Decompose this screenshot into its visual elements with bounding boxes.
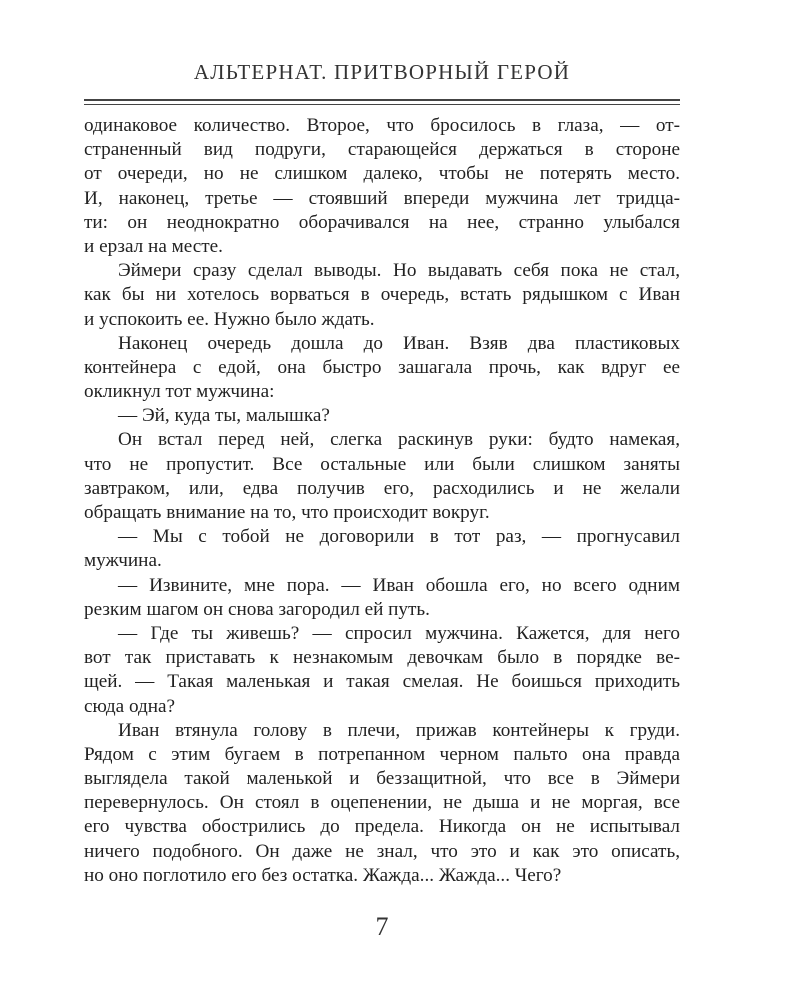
text-line: Иван втянула голову в плечи, прижав контейнеры к груди. bbox=[118, 719, 680, 741]
text-line: одинаковое количество. Второе, что бросилось в глаза, — от- bbox=[84, 115, 680, 136]
text-line: Он встал перед ней, слегка раскинув руки: будто намекая, bbox=[118, 429, 680, 451]
text-line: ничего подобного. Он даже не знал, что это и как это описать, bbox=[84, 840, 680, 862]
text-line: Эймери сразу сделал выводы. Но выдавать себя пока не стал, bbox=[118, 260, 680, 282]
text-line: выглядела такой маленькой и беззащитной, что все в Эймери bbox=[84, 768, 680, 790]
text-line: окликнул тот мужчина: bbox=[84, 381, 275, 403]
text-line: — Где ты живешь? — спросил мужчина. Кажется, для него bbox=[118, 622, 680, 644]
body-text bbox=[84, 114, 680, 888]
text-line: И, наконец, третье — стоявший впереди мужчина лет тридца- bbox=[84, 187, 680, 209]
text-line: Наконец очередь дошла до Иван. Взяв два пластиковых bbox=[118, 332, 680, 354]
text-line: и успокоить ее. Нужно было ждать. bbox=[84, 308, 375, 330]
text-line: обращать внимание на то, что происходит вокруг. bbox=[84, 502, 490, 523]
text-line: ти: он неоднократно оборачивался на нее, странно улыбался bbox=[84, 211, 680, 233]
text-line: мужчина. bbox=[84, 550, 162, 572]
text-line: как бы ни хотелось ворваться в очередь, встать рядышком с Иван bbox=[84, 284, 680, 306]
text-line: и ерзал на месте. bbox=[84, 235, 223, 257]
text-line: Рядом с этим бугаем в потрепанном черном пальто она правда bbox=[84, 743, 680, 765]
text-line: резким шагом он снова загородил ей путь. bbox=[84, 598, 430, 620]
text-line: что не пропустит. Все остальные или были слишком заняты bbox=[84, 453, 680, 475]
text-line: завтраком, или, едва получив его, расходились и не желали bbox=[84, 477, 680, 499]
header-rule-thick bbox=[84, 99, 680, 101]
text-line: от очереди, но не слишком далеко, чтобы не потерять место. bbox=[84, 163, 680, 185]
text-line: перевернулось. Он стоял в оцепенении, не дыша и не моргая, все bbox=[84, 792, 680, 814]
header-rule-thin bbox=[84, 104, 680, 105]
text-line: — Мы с тобой не договорили в тот раз, — прогнусавил bbox=[118, 526, 680, 548]
text-line: вот так приставать к незнакомым девочкам было в порядке ве- bbox=[84, 647, 680, 669]
text-line: но оно поглотило его без остатка. Жажда... Жажда... Чего? bbox=[84, 864, 562, 886]
text-line: страненный вид подруги, старающейся держаться в стороне bbox=[84, 139, 680, 161]
text-line: его чувства обострились до предела. Никогда он не испытывал bbox=[84, 816, 680, 838]
text-line: сюда одна? bbox=[84, 695, 176, 717]
text-line: щей. — Такая маленькая и такая смелая. Не боишься приходить bbox=[84, 671, 680, 693]
running-title: АЛЬТЕРНАТ. ПРИТВОРНЫЙ ГЕРОЙ bbox=[193, 60, 571, 84]
text-line: — Эй, куда ты, малышка? bbox=[118, 405, 330, 427]
text-line: контейнера с едой, она быстро зашагала прочь, как вдруг ее bbox=[84, 356, 680, 378]
page-number: 7 bbox=[375, 912, 389, 941]
text-line: — Извините, мне пора. — Иван обошла его, но всего одним bbox=[118, 574, 680, 596]
